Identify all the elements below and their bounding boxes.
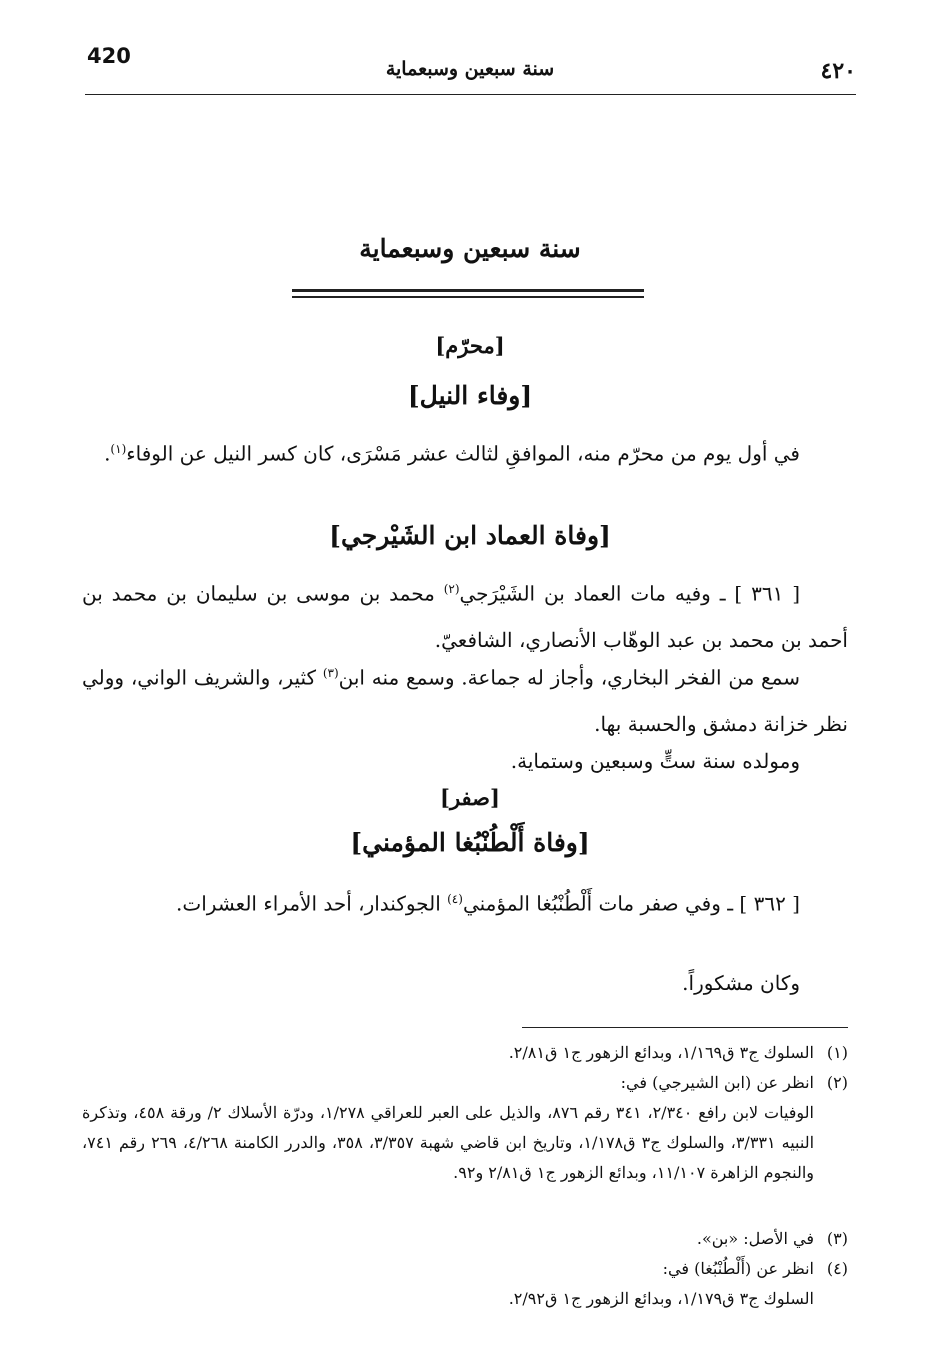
footnote-text: في الأصل: «بن». <box>696 1229 814 1248</box>
page-number-latin: 420 <box>87 44 131 68</box>
paragraph-text: [ ٣٦٢ ] ـ وفي صفر مات أَلْطُنْبُغا المؤمني <box>462 891 800 916</box>
footnote-number: (٤) <box>826 1259 848 1278</box>
header-rule <box>85 94 856 95</box>
section-heading-imad: [وفاة العماد ابن الشَيْرجي] <box>329 521 611 550</box>
footnote-text: انظر عن (ابن الشيرجي) في: <box>620 1073 814 1092</box>
paragraph-text: الجوكندار، أحد الأمراء العشرات. <box>176 891 448 916</box>
footnote-2 <box>82 1068 848 1188</box>
paragraph-text: سمع من الفخر البخاري، وأجاز له جماعة. وسمع منه ابن <box>338 665 800 690</box>
paragraph-imad-birth: ومولده سنة ستٍّ وسبعين وستماية. <box>510 749 800 773</box>
footnote-1 <box>82 1038 848 1068</box>
month-heading-safar: [صفر] <box>440 785 500 810</box>
footnote-ref: (٣) <box>322 666 339 680</box>
running-title: سنة سبعين وسبعماية <box>385 58 555 80</box>
footnote-number: (١) <box>826 1043 848 1062</box>
paragraph-text: في أول يوم من محرّم منه، الموافقِ لثالث عشر مَسْرَى، كان كسر النيل عن الوفاء <box>126 441 800 466</box>
month-heading-muharram: [محرّم] <box>435 333 505 358</box>
footnote-text: الوفيات لابن رافع ٢/٣٤٠، ٣٤١ رقم ٨٧٦، والذيل على العبر للعراقي ١/٢٧٨، ودرّة الأسلاك ٢/ ورقة ٤٥٨، وتذكرة النبيه ٣/٣٣١، والسلوك ج٣ ق١/١٧٨، وتاريخ ابن قاضي شهبة ٣/٣٥٧، ٣٥٨، والدرر الكامنة ٤/٢٦٨، ٢٦٩ رقم ٧٤١، والنجوم الزاهرة ١١/١٠٧، وبدائع الزهور ج١ ق٢/٨١ و٩٢. <box>82 1103 815 1182</box>
section-heading-nile: [وفاء النيل] <box>407 381 533 410</box>
footnote-number: (٣) <box>826 1229 848 1248</box>
title-rule-bottom <box>292 296 644 297</box>
footnote-ref: (١) <box>110 442 127 456</box>
paragraph-altunbugha-note: وكان مشكوراً. <box>682 971 800 995</box>
paragraph-text: [ ٣٦١ ] ـ وفيه مات العماد بن الشَيْرَجي <box>459 581 800 606</box>
paragraph-text: محمد بن موسى بن سليمان بن محمد بن أحمد بن محمد بن عبد الوهّاب الأنصاري، الشافعيّ. <box>82 581 848 652</box>
footnote-4 <box>82 1254 848 1314</box>
footnote-text: السلوك ج٣ ق١/١٦٩، وبدائع الزهور ج١ ق٢/٨١. <box>508 1043 814 1062</box>
paragraph-entry-361 <box>82 566 848 663</box>
footnote-separator <box>522 1027 848 1028</box>
section-heading-altunbugha: [وفاة أَلْطُنْبُغا المؤمني] <box>350 828 590 857</box>
footnote-text: انظر عن (أَلْطُنْبُغا) في: <box>662 1259 814 1278</box>
chapter-title: سنة سبعين وسبعماية <box>359 234 581 263</box>
footnote-ref: (٢) <box>443 582 460 596</box>
paragraph-entry-362 <box>82 876 848 927</box>
page-number-arabic: ٤٢٠ <box>820 58 856 84</box>
footnote-number: (٢) <box>826 1073 848 1092</box>
footnote-ref: (٤) <box>447 892 463 906</box>
footnote-text: السلوك ج٣ ق١/١٧٩، وبدائع الزهور ج١ ق٢/٩٢. <box>508 1289 814 1308</box>
footnote-3 <box>82 1224 848 1254</box>
paragraph-text: كثير، والشريف الواني، وولي نظر خزانة دمشق والحسبة بها. <box>82 665 848 736</box>
paragraph-nile: في أول يوم من محرّم منه، الموافقِ لثالث عشر مَسْرَى، كان كسر النيل عن الوفاء$^{(١)}$. <box>104 441 800 466</box>
paragraph-imad-bio <box>82 650 848 747</box>
